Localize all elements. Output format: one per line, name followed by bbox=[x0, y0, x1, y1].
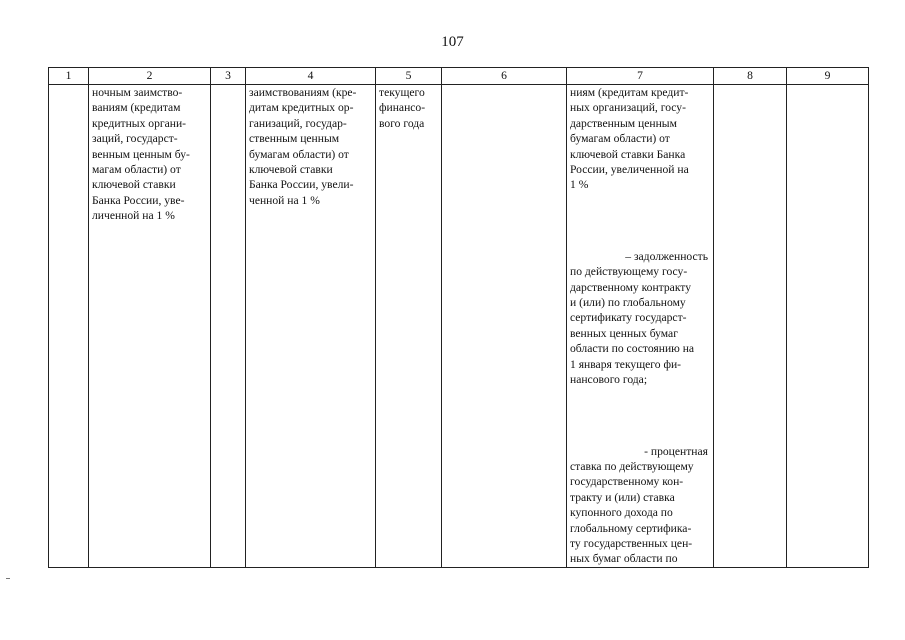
cell-col-7 bbox=[567, 85, 714, 568]
document-table bbox=[48, 67, 869, 568]
cell-col-2 bbox=[89, 85, 211, 568]
column-header-6: 6 bbox=[442, 68, 567, 85]
cell-col-3 bbox=[211, 85, 246, 568]
page-number: 107 bbox=[441, 34, 464, 50]
cell-text-part2-lead: – задолженность bbox=[625, 249, 708, 263]
cell-col-5 bbox=[376, 85, 442, 568]
column-header-3: 3 bbox=[211, 68, 246, 85]
table-header-row bbox=[49, 68, 869, 85]
column-header-9: 9 bbox=[787, 68, 869, 85]
cell-text-part3: ставка по действующему государственному кон- тракту и (или) ставка купонного дохода по глобальному сертифика- ту государственных цен- ных бумаг области по bbox=[570, 459, 694, 566]
cell-text-part1: ниям (кредитам кредит- ных организаций, госу- дарственным ценным бумагам области) от ключевой ставки Банка России, увеличенной на 1 % bbox=[570, 86, 689, 192]
scan-mark bbox=[6, 578, 10, 579]
cell-col-9 bbox=[787, 85, 869, 568]
cell-col-4 bbox=[246, 85, 376, 568]
cell-col-1 bbox=[49, 85, 89, 568]
column-header-2: 2 bbox=[89, 68, 211, 85]
cell-col-8 bbox=[714, 85, 787, 568]
cell-text-part3-lead: - процентная bbox=[644, 444, 708, 458]
cell-text: ночным заимство- ваниям (кредитам кредитных органи- заций, государст- венным ценным бу- магам области) от ключевой ставки Банка России, уве- личенной на 1 % bbox=[92, 86, 190, 223]
column-header-7: 7 bbox=[567, 68, 714, 85]
column-header-8: 8 bbox=[714, 68, 787, 85]
cell-text-part2: по действующему госу- дарственному контракту и (или) по глобальному сертификату государст- венных ценных бумаг области по состоянию на 1 января текущего фи- нансового года; bbox=[570, 265, 695, 387]
column-header-1: 1 bbox=[49, 68, 89, 85]
cell-text: заимствованиям (кре- дитам кредитных ор- ганизаций, государ- ственным ценным бумагам области) от ключевой ставки Банка России, увели- ченной на 1 % bbox=[249, 86, 357, 207]
column-header-5: 5 bbox=[376, 68, 442, 85]
cell-col-6 bbox=[442, 85, 567, 568]
table-row bbox=[49, 85, 869, 568]
column-header-4: 4 bbox=[246, 68, 376, 85]
cell-text: текущего финансо- вого года bbox=[379, 86, 426, 130]
